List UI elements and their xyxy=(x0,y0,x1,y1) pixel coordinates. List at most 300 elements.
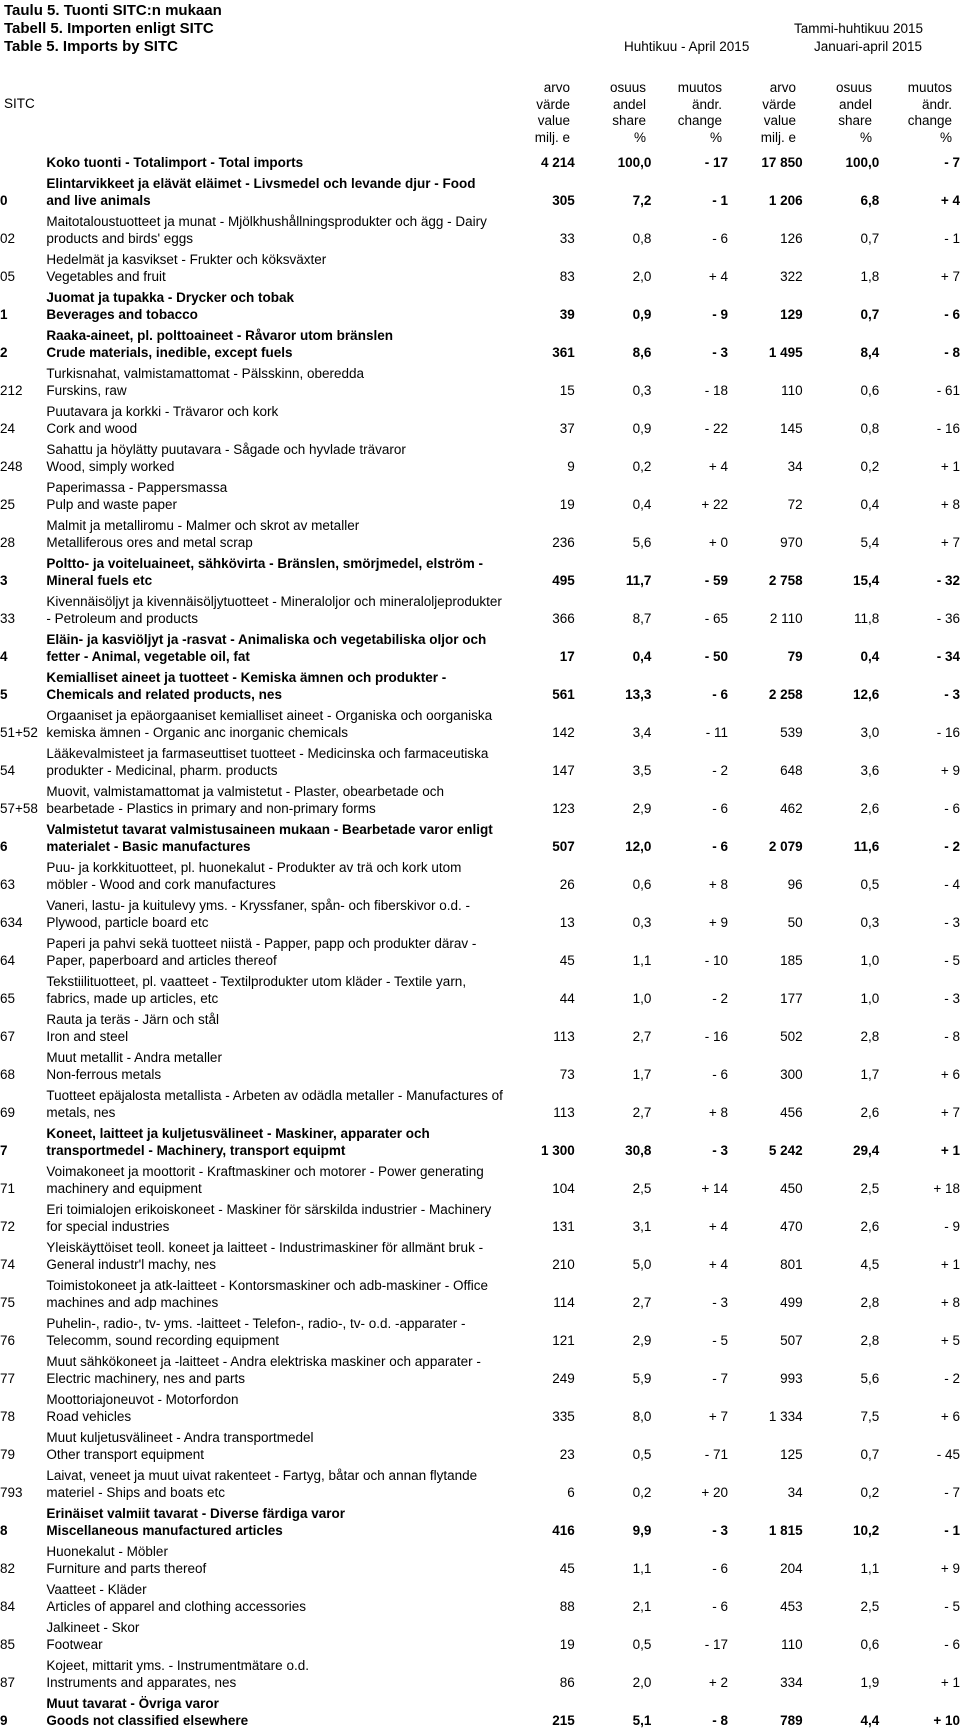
cell-change-p1: + 4 xyxy=(708,1219,729,1234)
cell-change-p1: + 4 xyxy=(708,1257,729,1272)
cell-change-p2: + 18 xyxy=(933,1181,960,1196)
cell-value-p1: 26 xyxy=(559,877,575,892)
description-line: Muut metallit - Andra metaller xyxy=(46,1050,222,1065)
cell-change-p2: + 6 xyxy=(940,1067,960,1082)
cell-value-p2: 450 xyxy=(780,1181,803,1196)
description-line: Pulp and waste paper xyxy=(46,497,177,512)
table-row xyxy=(0,441,960,475)
cell-value-p1: 13 xyxy=(559,915,575,930)
cell-value-p2: 470 xyxy=(780,1219,803,1234)
col-header-line: milj. e xyxy=(760,129,796,145)
table-row xyxy=(0,251,960,285)
sitc-code: 793 xyxy=(0,1485,23,1500)
description-line: Lääkevalmisteet ja farmaseuttiset tuotteet - Medicinska och farmaceutiska xyxy=(46,746,489,761)
cell-value-p2: 2 079 xyxy=(768,839,803,854)
table-row xyxy=(0,1315,960,1349)
sitc-code: 65 xyxy=(0,991,16,1006)
description-line: Metalliferous ores and metal scrap xyxy=(46,535,253,550)
sitc-code: 33 xyxy=(0,611,16,626)
description-line: transportmedel - Machinery, transport equipmt xyxy=(46,1143,346,1158)
cell-value-p2: 300 xyxy=(780,1067,803,1082)
column-headers xyxy=(0,80,960,150)
cell-value-p2: 456 xyxy=(780,1105,803,1120)
title-line-sv xyxy=(4,20,954,38)
table-row xyxy=(0,783,960,817)
cell-value-p1: 37 xyxy=(559,421,575,436)
description-line: Koneet, laitteet ja kuljetusvälineet - Maskiner, apparater och xyxy=(46,1126,430,1141)
cell-share-p1: 0,8 xyxy=(632,231,652,246)
cell-change-p1: - 3 xyxy=(712,345,729,360)
table-row xyxy=(0,1239,960,1273)
cell-value-p1: 335 xyxy=(552,1409,575,1424)
table-row xyxy=(0,1087,960,1121)
sitc-code: 4 xyxy=(0,649,8,664)
cell-share-p2: 12,6 xyxy=(852,687,880,702)
sitc-code: 248 xyxy=(0,459,23,474)
cell-share-p1: 8,0 xyxy=(632,1409,652,1424)
sitc-code: 7 xyxy=(0,1143,8,1158)
cell-value-p1: 561 xyxy=(552,687,575,702)
sitc-code: 57+58 xyxy=(0,801,38,816)
col-header-line: arvo xyxy=(769,80,796,95)
cell-share-p1: 0,2 xyxy=(632,1485,652,1500)
description-line: Muut kuljetusvälineet - Andra transportmedel xyxy=(46,1430,314,1445)
cell-change-p1: - 18 xyxy=(704,383,729,398)
description-line: Puhelin-, radio-, tv- yms. -laitteet - Telefon-, radio-, tv- o.d. -apparater - xyxy=(46,1316,466,1331)
cell-value-p2: 502 xyxy=(780,1029,803,1044)
period-fi-sv-label: Tammi-huhtikuu 2015 xyxy=(794,21,924,36)
table-row xyxy=(0,1467,960,1501)
cell-share-p1: 5,9 xyxy=(632,1371,652,1386)
cell-value-p1: 142 xyxy=(552,725,575,740)
table-row xyxy=(0,175,960,209)
cell-share-p1: 30,8 xyxy=(625,1143,652,1158)
cell-change-p1: - 22 xyxy=(704,421,729,436)
cell-share-p1: 2,1 xyxy=(632,1599,652,1614)
row-description xyxy=(46,1619,510,1653)
row-description xyxy=(46,897,510,931)
cell-share-p1: 0,6 xyxy=(632,877,652,892)
col-header-line: % xyxy=(709,129,722,145)
cell-value-p2: 789 xyxy=(780,1713,803,1728)
row-description xyxy=(46,593,510,627)
table-row xyxy=(0,1353,960,1387)
cell-change-p1: - 59 xyxy=(704,573,729,588)
description-line: Juomat ja tupakka - Drycker och tobak xyxy=(46,290,294,305)
cell-change-p2: - 1 xyxy=(944,1523,960,1538)
col-header-line: osuus xyxy=(835,80,872,95)
description-line: Articles of apparel and clothing accessories xyxy=(46,1599,307,1614)
description-line: Cork and wood xyxy=(46,421,138,436)
col-header-line: andel xyxy=(838,96,872,112)
cell-share-p2: 2,6 xyxy=(860,801,880,816)
cell-value-p1: 147 xyxy=(552,763,575,778)
sitc-code: 5 xyxy=(0,687,8,702)
cell-value-p1: 249 xyxy=(552,1371,575,1386)
sitc-code: 9 xyxy=(0,1713,8,1728)
row-description xyxy=(46,745,510,779)
description-line: Malmit ja metalliromu - Malmer och skrot av metaller xyxy=(46,518,360,533)
cell-change-p1: - 3 xyxy=(712,1295,729,1310)
sitc-code: 84 xyxy=(0,1599,16,1614)
description-line: kemiska ämnen - Organic anc inorganic chemicals xyxy=(46,725,349,740)
cell-value-p1: 44 xyxy=(559,991,575,1006)
cell-change-p1: + 4 xyxy=(708,459,729,474)
row-description xyxy=(46,327,510,361)
row-description xyxy=(46,631,510,665)
cell-value-p1: 1 300 xyxy=(540,1143,575,1158)
cell-value-p1: 33 xyxy=(559,231,575,246)
row-description xyxy=(46,1239,510,1273)
table-row xyxy=(0,479,960,513)
cell-share-p2: 4,4 xyxy=(860,1713,880,1728)
cell-value-p2: 34 xyxy=(787,459,803,474)
col-header-share-p1 xyxy=(582,80,646,146)
table-row xyxy=(0,517,960,551)
cell-value-p2: 453 xyxy=(780,1599,803,1614)
cell-change-p1: - 71 xyxy=(704,1447,729,1462)
description-line: fabrics, made up articles, etc xyxy=(46,991,219,1006)
cell-share-p1: 13,3 xyxy=(625,687,652,702)
cell-change-p2: + 1 xyxy=(940,1143,960,1158)
sitc-code: 02 xyxy=(0,231,16,246)
cell-change-p1: - 7 xyxy=(712,1371,729,1386)
col-header-line: % xyxy=(939,129,952,145)
description-line: Toimistokoneet ja atk-laitteet - Kontorsmaskiner och adb-maskiner - Office xyxy=(46,1278,489,1293)
description-line: Muut tavarat - Övriga varor xyxy=(46,1696,219,1711)
row-description xyxy=(46,517,510,551)
row-description xyxy=(46,153,510,171)
cell-change-p2: + 1 xyxy=(940,1257,960,1272)
table-row xyxy=(0,1505,960,1539)
cell-share-p2: 2,5 xyxy=(860,1599,880,1614)
cell-change-p1: - 6 xyxy=(712,1561,729,1576)
cell-value-p2: 2 110 xyxy=(769,611,803,626)
cell-value-p2: 204 xyxy=(780,1561,803,1576)
description-line: - Petroleum and products xyxy=(46,611,198,626)
row-description xyxy=(46,1125,510,1159)
cell-value-p2: 125 xyxy=(780,1447,803,1462)
cell-share-p2: 1,1 xyxy=(860,1561,880,1576)
cell-share-p1: 2,0 xyxy=(632,269,652,284)
description-line: Puutavara ja korkki - Trävaror och kork xyxy=(46,404,279,419)
description-line: metals, nes xyxy=(46,1105,116,1120)
sitc-code: 24 xyxy=(0,421,16,436)
cell-value-p1: 123 xyxy=(552,801,575,816)
cell-share-p1: 0,5 xyxy=(632,1637,652,1652)
row-description xyxy=(46,251,510,285)
cell-share-p1: 1,0 xyxy=(632,991,652,1006)
row-description xyxy=(46,1201,510,1235)
description-line: Non-ferrous metals xyxy=(46,1067,162,1082)
col-header-line: ändr. xyxy=(921,96,952,112)
row-description xyxy=(46,707,510,741)
cell-share-p2: 0,7 xyxy=(860,307,880,322)
row-description xyxy=(46,1581,510,1615)
table-row xyxy=(0,707,960,741)
cell-value-p2: 539 xyxy=(780,725,803,740)
col-header-line: value xyxy=(537,113,570,128)
table-row xyxy=(0,745,960,779)
cell-share-p1: 9,9 xyxy=(632,1523,652,1538)
description-line: Other transport equipment xyxy=(46,1447,204,1462)
cell-change-p1: + 20 xyxy=(701,1485,729,1500)
table-row xyxy=(0,1049,960,1083)
description-line: Electric machinery, nes and parts xyxy=(46,1371,245,1386)
col-header-line: andel xyxy=(612,96,646,112)
cell-change-p2: - 34 xyxy=(936,649,960,664)
cell-change-p1: - 6 xyxy=(712,1599,729,1614)
row-spacer-cell xyxy=(0,1729,960,1733)
cell-value-p1: 4 214 xyxy=(540,155,575,170)
cell-share-p1: 2,7 xyxy=(632,1029,652,1044)
cell-value-p1: 507 xyxy=(552,839,575,854)
description-line: Footwear xyxy=(46,1637,103,1652)
cell-change-p1: + 8 xyxy=(708,1105,729,1120)
description-line: machines and adp machines xyxy=(46,1295,219,1310)
cell-change-p2: - 2 xyxy=(944,1371,960,1386)
col-header-change-p1 xyxy=(658,80,722,146)
description-line: Huonekalut - Möbler xyxy=(46,1544,168,1559)
cell-share-p2: 5,6 xyxy=(860,1371,880,1386)
cell-value-p1: 366 xyxy=(552,611,575,626)
cell-share-p2: 11,6 xyxy=(853,839,880,854)
col-header-line: milj. e xyxy=(534,129,570,145)
col-header-line: change xyxy=(677,113,722,128)
cell-share-p1: 2,9 xyxy=(632,1333,652,1348)
description-line: Eri toimialojen erikoiskoneet - Maskiner för särskilda industrier - Machinery xyxy=(46,1202,492,1217)
cell-change-p1: + 14 xyxy=(701,1181,729,1196)
cell-value-p1: 121 xyxy=(552,1333,575,1348)
description-line: bearbetade - Plastics in primary and non-primary forms xyxy=(46,801,376,816)
cell-share-p1: 0,4 xyxy=(632,497,652,512)
description-line: fetter - Animal, vegetable oil, fat xyxy=(46,649,250,664)
row-description xyxy=(46,669,510,703)
cell-share-p2: 0,2 xyxy=(860,1485,880,1500)
cell-value-p1: 210 xyxy=(552,1257,575,1272)
description-line: Maitotaloustuotteet ja munat - Mjölkhushållningsprodukter och ägg - Dairy xyxy=(46,214,487,229)
description-line: materialet - Basic manufactures xyxy=(46,839,251,854)
cell-value-p2: 2 758 xyxy=(768,573,803,588)
description-line: Puu- ja korkkituotteet, pl. huonekalut - Produkter av trä och kork utom xyxy=(46,860,462,875)
cell-value-p1: 17 xyxy=(559,649,575,664)
cell-value-p2: 126 xyxy=(780,231,803,246)
description-line: Furskins, raw xyxy=(46,383,127,398)
table-row xyxy=(0,213,960,247)
description-line: Tekstiilituotteet, pl. vaatteet - Textilprodukter utom kläder - Textile yarn, xyxy=(46,974,467,989)
row-description xyxy=(46,1429,510,1463)
imports-table xyxy=(0,153,960,1733)
cell-change-p1: + 0 xyxy=(708,535,729,550)
cell-share-p2: 0,8 xyxy=(860,421,880,436)
cell-share-p2: 0,6 xyxy=(860,1637,880,1652)
cell-change-p2: - 1 xyxy=(944,231,960,246)
cell-share-p2: 2,5 xyxy=(860,1181,880,1196)
description-line: and live animals xyxy=(46,193,151,208)
description-line: Miscellaneous manufactured articles xyxy=(46,1523,283,1538)
description-line: Orgaaniset ja epäorgaaniset kemialliset aineet - Organiska och oorganiska xyxy=(46,708,493,723)
description-line: Sahattu ja höylätty puutavara - Sågade och hyvlade trävaror xyxy=(46,442,406,457)
cell-share-p2: 1,0 xyxy=(860,991,880,1006)
cell-share-p2: 15,4 xyxy=(852,573,880,588)
description-line: Erinäiset valmiit tavarat - Diverse färdiga varor xyxy=(46,1506,346,1521)
row-description xyxy=(46,289,510,323)
cell-share-p2: 2,6 xyxy=(860,1105,880,1120)
cell-share-p1: 5,6 xyxy=(632,535,652,550)
sitc-code: 74 xyxy=(0,1257,16,1272)
col-header-value-p1 xyxy=(506,80,570,146)
cell-change-p2: - 8 xyxy=(944,1029,960,1044)
cell-value-p2: 1 206 xyxy=(768,193,803,208)
cell-change-p2: - 7 xyxy=(944,155,960,170)
row-description xyxy=(46,1695,510,1729)
cell-change-p1: + 7 xyxy=(708,1409,729,1424)
table-row xyxy=(0,1125,960,1159)
table-row xyxy=(0,1163,960,1197)
sitc-code: 634 xyxy=(0,915,23,930)
row-description xyxy=(46,479,510,513)
cell-value-p1: 131 xyxy=(552,1219,575,1234)
cell-share-p1: 0,2 xyxy=(632,459,652,474)
table-row xyxy=(0,1201,960,1235)
cell-change-p1: - 3 xyxy=(712,1143,729,1158)
col-header-line: muutos xyxy=(677,80,722,95)
cell-change-p2: - 6 xyxy=(944,1637,960,1652)
cell-change-p1: + 2 xyxy=(708,1675,729,1690)
description-line: for special industries xyxy=(46,1219,170,1234)
row-description xyxy=(46,1163,510,1197)
table-row xyxy=(0,1695,960,1729)
sitc-code: 3 xyxy=(0,573,8,588)
row-description xyxy=(46,441,510,475)
cell-share-p2: 3,0 xyxy=(860,725,880,740)
description-line: materiel - Ships and boats etc xyxy=(46,1485,225,1500)
row-description xyxy=(46,783,510,817)
table-row xyxy=(0,859,960,893)
description-line: Jalkineet - Skor xyxy=(46,1620,140,1635)
cell-value-p2: 322 xyxy=(780,269,803,284)
sitc-code: 71 xyxy=(0,1181,16,1196)
cell-value-p1: 19 xyxy=(559,1637,575,1652)
cell-change-p1: - 6 xyxy=(712,1067,729,1082)
description-line: Muovit, valmistamattomat ja valmistetut - Plaster, obearbetade och xyxy=(46,784,445,799)
cell-share-p1: 0,9 xyxy=(632,421,652,436)
period1-label: Huhtikuu - April 2015 xyxy=(624,39,750,54)
cell-value-p1: 83 xyxy=(559,269,575,284)
description-line: Telecomm, sound recording equipment xyxy=(46,1333,279,1348)
cell-change-p2: + 4 xyxy=(940,193,960,208)
cell-change-p2: - 2 xyxy=(944,839,960,854)
description-line: Vaatteet - Kläder xyxy=(46,1582,147,1597)
sitc-code: 54 xyxy=(0,763,16,778)
sitc-header: SITC xyxy=(4,96,35,111)
col-header-line: värde xyxy=(536,96,570,112)
description-line: Tuotteet epäjalosta metallista - Arbeten av odädla metaller - Manufactures of xyxy=(46,1088,503,1103)
cell-value-p2: 110 xyxy=(781,1637,803,1652)
cell-change-p1: + 8 xyxy=(708,877,729,892)
cell-value-p2: 801 xyxy=(780,1257,803,1272)
cell-change-p1: - 17 xyxy=(704,1637,729,1652)
cell-share-p1: 2,5 xyxy=(632,1181,652,1196)
cell-value-p2: 648 xyxy=(780,763,803,778)
cell-change-p1: - 6 xyxy=(712,839,729,854)
cell-change-p1: - 16 xyxy=(704,1029,729,1044)
description-line: Turkisnahat, valmistamattomat - Pälsskinn, oberedda xyxy=(46,366,365,381)
cell-change-p2: - 8 xyxy=(944,345,960,360)
table-row xyxy=(0,1581,960,1615)
table-row xyxy=(0,1543,960,1577)
cell-share-p1: 3,1 xyxy=(632,1219,652,1234)
cell-value-p2: 334 xyxy=(780,1675,803,1690)
row-description xyxy=(46,365,510,399)
cell-change-p2: - 6 xyxy=(944,801,960,816)
description-line: products and birds' eggs xyxy=(46,231,194,246)
cell-change-p1: - 5 xyxy=(712,1333,729,1348)
sitc-code: 05 xyxy=(0,269,16,284)
cell-share-p2: 2,6 xyxy=(860,1219,880,1234)
cell-share-p1: 1,1 xyxy=(632,1561,652,1576)
cell-share-p2: 11,8 xyxy=(853,611,880,626)
col-header-line: osuus xyxy=(609,80,646,95)
row-description xyxy=(46,1467,510,1501)
cell-share-p1: 2,0 xyxy=(632,1675,652,1690)
row-description xyxy=(46,859,510,893)
cell-value-p2: 462 xyxy=(780,801,803,816)
row-description xyxy=(46,1657,510,1691)
description-line: Iron and steel xyxy=(46,1029,129,1044)
cell-share-p2: 0,2 xyxy=(860,459,880,474)
cell-change-p1: - 2 xyxy=(712,991,729,1006)
col-header-share-p2 xyxy=(808,80,872,146)
cell-change-p1: + 9 xyxy=(708,915,729,930)
cell-value-p1: 86 xyxy=(559,1675,575,1690)
cell-change-p1: - 6 xyxy=(712,231,729,246)
cell-value-p2: 145 xyxy=(780,421,803,436)
description-line: Chemicals and related products, nes xyxy=(46,687,282,702)
cell-change-p1: - 11 xyxy=(705,725,729,740)
description-line: Yleiskäyttöiset teoll. koneet ja laitteet - Industrimaskiner för allmänt bruk - xyxy=(46,1240,484,1255)
row-description xyxy=(46,1315,510,1349)
cell-share-p2: 2,8 xyxy=(860,1333,880,1348)
cell-share-p2: 0,6 xyxy=(860,383,880,398)
description-line: Mineral fuels etc xyxy=(46,573,153,588)
description-line: Rauta ja teräs - Järn och stål xyxy=(46,1012,219,1027)
cell-value-p2: 5 242 xyxy=(768,1143,803,1158)
row-description xyxy=(46,1011,510,1045)
cell-value-p2: 499 xyxy=(780,1295,803,1310)
table-row xyxy=(0,897,960,931)
col-header-value-p2 xyxy=(732,80,796,146)
cell-value-p2: 72 xyxy=(787,497,803,512)
cell-share-p1: 2,7 xyxy=(632,1295,652,1310)
cell-share-p1: 0,3 xyxy=(632,383,652,398)
cell-share-p1: 5,0 xyxy=(632,1257,652,1272)
cell-change-p1: - 6 xyxy=(712,687,729,702)
sitc-code: 77 xyxy=(0,1371,16,1386)
cell-share-p2: 3,6 xyxy=(860,763,880,778)
col-header-line: värde xyxy=(762,96,796,112)
cell-change-p2: - 3 xyxy=(944,687,960,702)
description-line: Paperimassa - Pappersmassa xyxy=(46,480,228,495)
cell-change-p2: + 7 xyxy=(940,269,960,284)
table-row xyxy=(0,973,960,1007)
cell-value-p1: 495 xyxy=(552,573,575,588)
cell-share-p1: 1,1 xyxy=(632,953,652,968)
row-spacer xyxy=(0,1729,960,1733)
cell-change-p2: + 1 xyxy=(940,1675,960,1690)
cell-share-p1: 3,4 xyxy=(632,725,652,740)
cell-value-p2: 507 xyxy=(780,1333,803,1348)
